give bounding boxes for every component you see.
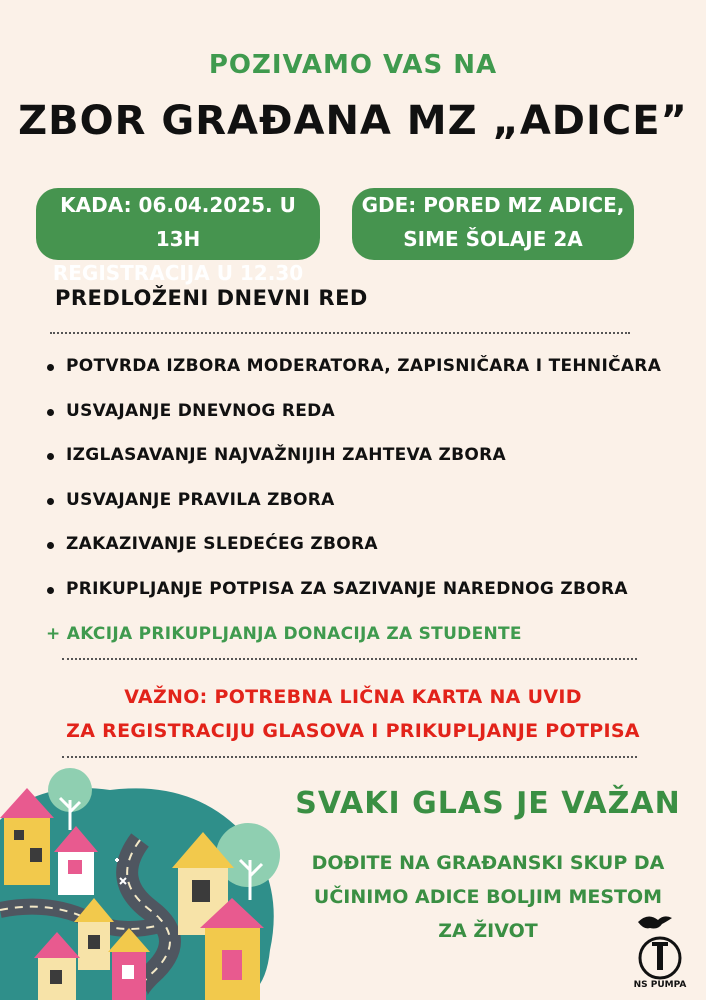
dotted-divider xyxy=(62,658,637,660)
agenda-list xyxy=(44,356,684,624)
important-line-2: ZA REGISTRACIJU GLASOVA I PRIKUPLJANJE POTPISA xyxy=(66,720,640,742)
dotted-divider xyxy=(62,756,637,758)
agenda-item xyxy=(44,445,684,490)
when-badge xyxy=(36,188,320,285)
page-title: ZBOR GRAĐANA MZ „ADICE” xyxy=(18,98,688,144)
agenda-item-text: POTVRDA IZBORA MODERATORA, ZAPISNIČARA I TEHNIČARA xyxy=(66,356,662,376)
bullet-icon xyxy=(47,498,54,505)
when-date: KADA: 06.04.2025. U 13H xyxy=(60,193,296,251)
agenda-heading: PREDLOŽENI DNEVNI RED xyxy=(55,286,368,310)
important-line-1: VAŽNO: POTREBNA LIČNA KARTA NA UVID xyxy=(124,686,582,708)
agenda-item xyxy=(44,356,684,401)
where-place: GDE: PORED MZ ADICE, xyxy=(361,193,625,217)
important-notice xyxy=(0,680,706,748)
agenda-item xyxy=(44,579,684,624)
where-address: SIME ŠOLAJE 2A xyxy=(403,227,583,251)
agenda-item-text: USVAJANJE DNEVNOG REDA xyxy=(66,400,336,421)
agenda-item-text: IZGLASAVANJE NAJVAŽNIJIH ZAHTEVA ZBORA xyxy=(66,445,507,466)
agenda-item xyxy=(44,534,684,579)
when-registration: REGISTRACIJA U 12.30 xyxy=(52,261,304,285)
bullet-icon xyxy=(47,409,54,416)
call-line-1: DOĐITE NA GRAĐANSKI SKUP DA xyxy=(311,852,665,874)
where-badge xyxy=(352,188,634,260)
bullet-icon xyxy=(47,542,54,549)
agenda-item-text: ZAKAZIVANJE SLEDEĆEG ZBORA xyxy=(66,534,378,555)
bullet-icon xyxy=(47,453,54,460)
bullet-icon xyxy=(47,364,54,371)
call-line-3: ZA ŽIVOT xyxy=(438,920,538,942)
logo-text: NS PUMPA xyxy=(633,980,687,990)
invite-line: POZIVAMO VAS NA xyxy=(208,50,498,80)
agenda-item-text: PRIKUPLJANJE POTPISA ZA SAZIVANJE NAREDNOG ZBORA xyxy=(66,578,628,599)
agenda-extra-item: + AKCIJA PRIKUPLJANJA DONACIJA ZA STUDENTE xyxy=(46,624,522,644)
slogan: SVAKI GLAS JE VAŽAN xyxy=(295,786,681,821)
town-illustration xyxy=(0,760,280,1000)
call-line-2: UČINIMO ADICE BOLJIM MESTOM xyxy=(313,886,663,908)
dotted-divider xyxy=(50,332,630,334)
bullet-icon xyxy=(47,587,54,594)
agenda-item xyxy=(44,401,684,446)
agenda-item xyxy=(44,490,684,535)
agenda-item-text: USVAJANJE PRAVILA ZBORA xyxy=(66,489,335,510)
